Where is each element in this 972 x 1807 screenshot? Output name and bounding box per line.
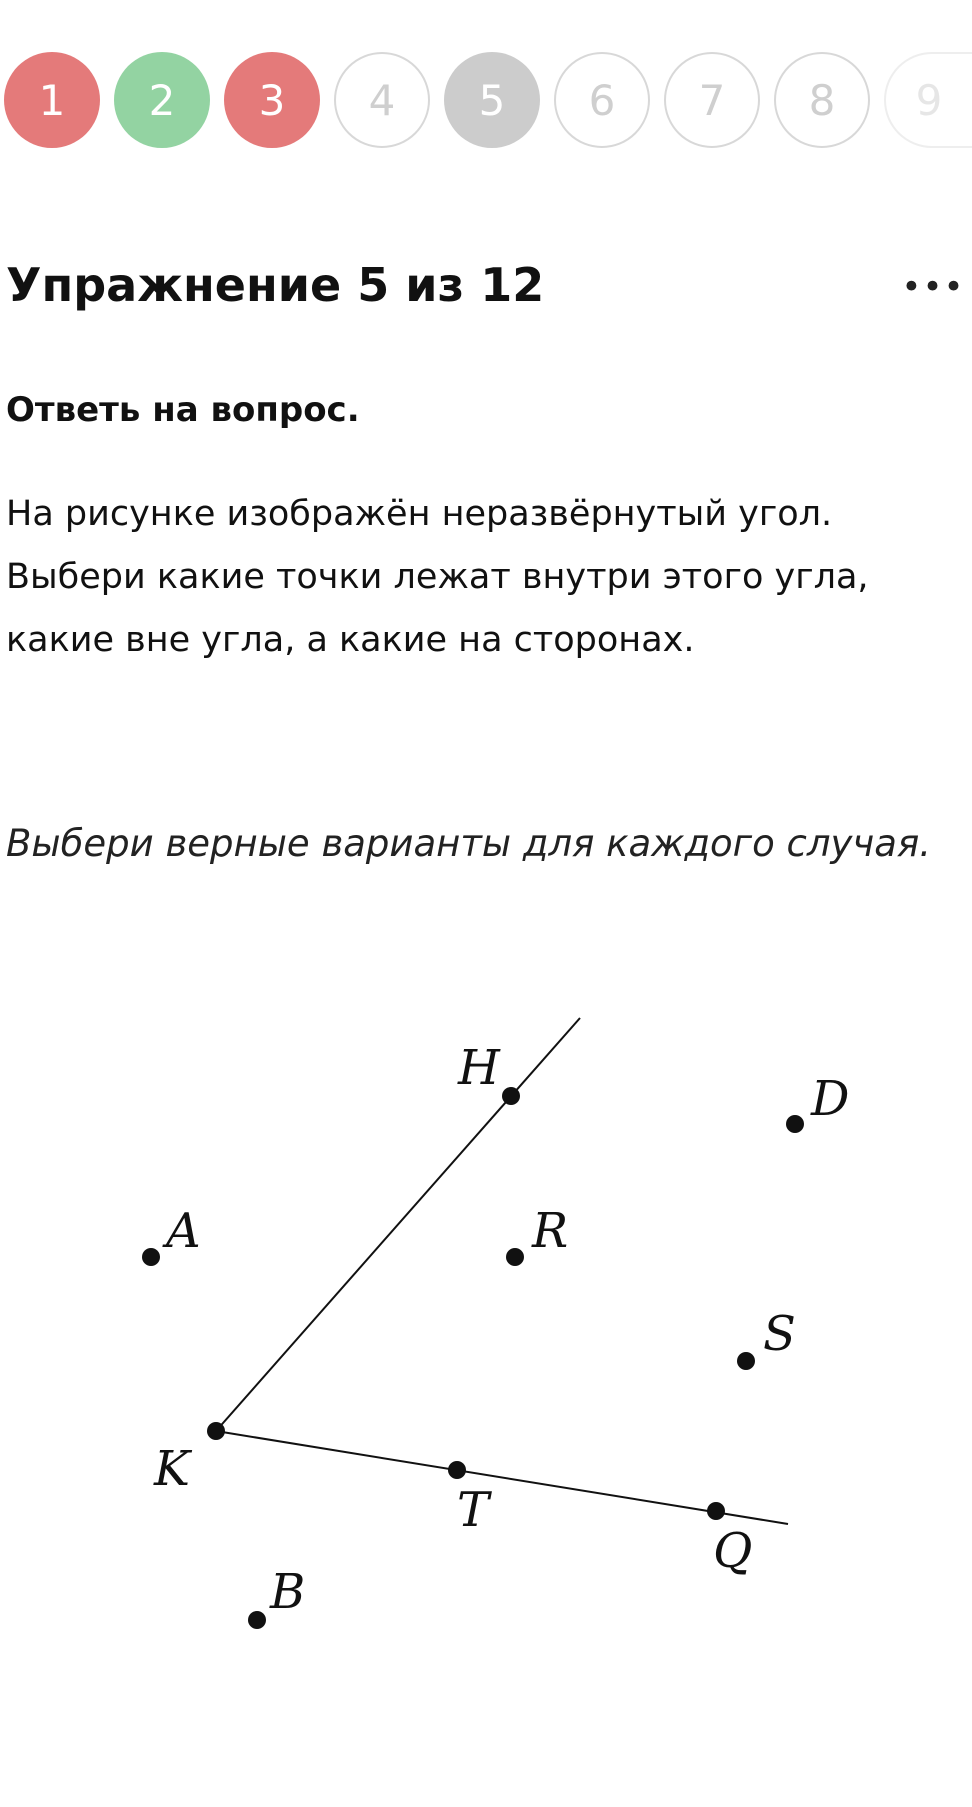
question-text [6,483,956,672]
step-6-button[interactable]: 6 [554,52,650,148]
step-4-button[interactable]: 4 [334,52,430,148]
point-r[interactable] [506,1248,524,1266]
label-t: T [457,1482,490,1538]
step-9-button[interactable]: 9 [884,52,972,148]
step-7-button[interactable]: 7 [664,52,760,148]
label-q: Q [713,1523,753,1579]
ray-kh [216,1018,580,1431]
label-r: R [532,1203,569,1259]
task-hint: Выбери верные варианты для каждого случая. [6,822,931,865]
point-s[interactable] [737,1352,755,1370]
task-instruction: Ответь на вопрос. [6,390,360,430]
point-t[interactable] [448,1461,466,1479]
question-line: На рисунке изображён неразвёрнутый угол. [6,494,833,534]
step-8-button[interactable]: 8 [774,52,870,148]
label-h: H [458,1040,500,1096]
angle-figure [0,980,972,1680]
progress-steps [0,52,972,152]
more-options-icon[interactable]: ••• [901,267,965,307]
question-line: какие вне угла, а какие на сторонах. [6,620,695,660]
step-5-button[interactable]: 5 [444,52,540,148]
ray-kq [216,1431,788,1524]
label-s: S [763,1306,796,1362]
label-b: B [270,1564,306,1620]
step-1-button[interactable]: 1 [4,52,100,148]
point-k[interactable] [207,1422,225,1440]
step-3-button[interactable]: 3 [224,52,320,148]
label-k: K [154,1441,190,1497]
point-b[interactable] [248,1611,266,1629]
point-d[interactable] [786,1115,804,1133]
question-line: Выбери какие точки лежат внутри этого угла, [6,557,869,597]
point-q[interactable] [707,1502,725,1520]
label-a: A [166,1203,201,1259]
page-title: Упражнение 5 из 12 [6,258,545,312]
point-h[interactable] [502,1087,520,1105]
point-a[interactable] [142,1248,160,1266]
label-d: D [811,1071,850,1127]
step-2-button[interactable]: 2 [114,52,210,148]
